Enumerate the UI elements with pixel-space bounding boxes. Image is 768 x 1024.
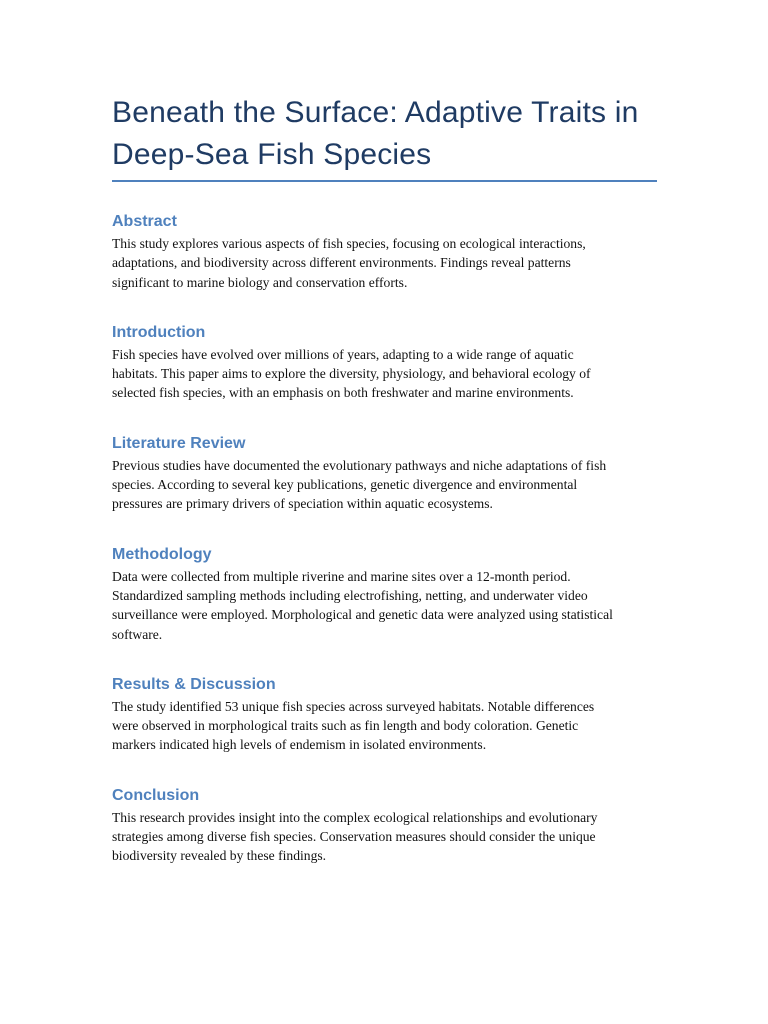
section-heading: Introduction: [112, 323, 206, 341]
section-body: [112, 234, 657, 292]
body-line: species. According to several key publications, genetic divergence and environmental: [112, 477, 578, 493]
section-heading: Literature Review: [112, 434, 246, 452]
title-divider: [112, 180, 657, 182]
sections-container: [112, 212, 657, 866]
section-results-discussion: [112, 675, 657, 755]
section-conclusion: [112, 786, 657, 866]
body-line: This research provides insight into the complex ecological relationships and evolutionary: [112, 809, 598, 825]
body-line: adaptations, and biodiversity across different environments. Findings reveal patterns: [112, 255, 571, 271]
section-introduction: [112, 323, 657, 403]
paper-page: [112, 92, 657, 866]
section-heading: Methodology: [112, 545, 212, 563]
section-heading: Conclusion: [112, 786, 200, 804]
body-line: Fish species have evolved over millions of years, adapting to a wide range of aquatic: [112, 346, 574, 362]
section-body: [112, 345, 657, 403]
section-methodology: [112, 545, 657, 644]
section-body: [112, 808, 657, 866]
body-line: biodiversity revealed by these findings.: [112, 848, 327, 864]
section-body: [112, 456, 657, 514]
section-heading: Results & Discussion: [112, 675, 276, 693]
section-heading: Abstract: [112, 213, 177, 230]
body-line: This study explores various aspects of fish species, focusing on ecological interactions,: [112, 236, 586, 251]
body-line: Previous studies have documented the evolutionary pathways and niche adaptations of fish: [112, 457, 607, 473]
body-line: software.: [112, 626, 163, 642]
section-abstract: [112, 212, 657, 292]
section-literature-review: [112, 434, 657, 514]
body-line: The study identified 53 unique fish species across surveyed habitats. Notable differences: [112, 698, 595, 714]
section-body: [112, 697, 657, 755]
paper-title: [112, 92, 657, 180]
body-line: significant to marine biology and conservation efforts.: [112, 274, 408, 290]
body-line: selected fish species, with an emphasis on both freshwater and marine environments.: [112, 385, 574, 401]
body-line: Standardized sampling methods including electrofishing, netting, and underwater video: [112, 587, 588, 603]
title-line-2: Deep-Sea Fish Species: [112, 138, 432, 171]
body-line: pressures are primary drivers of speciation within aquatic ecosystems.: [112, 496, 493, 512]
body-line: markers indicated high levels of endemism in isolated environments.: [112, 737, 487, 753]
section-body: [112, 567, 657, 644]
body-line: habitats. This paper aims to explore the diversity, physiology, and behavioral ecology of: [112, 366, 591, 382]
body-line: Data were collected from multiple riverine and marine sites over a 12-month period.: [112, 568, 571, 584]
body-line: strategies among diverse fish species. Conservation measures should consider the unique: [112, 829, 596, 845]
title-line-1: Beneath the Surface: Adaptive Traits in: [112, 96, 639, 129]
body-line: were observed in morphological traits such as fin length and body coloration. Genetic: [112, 718, 579, 734]
body-line: surveillance were employed. Morphological and genetic data were analyzed using statistical: [112, 607, 613, 623]
